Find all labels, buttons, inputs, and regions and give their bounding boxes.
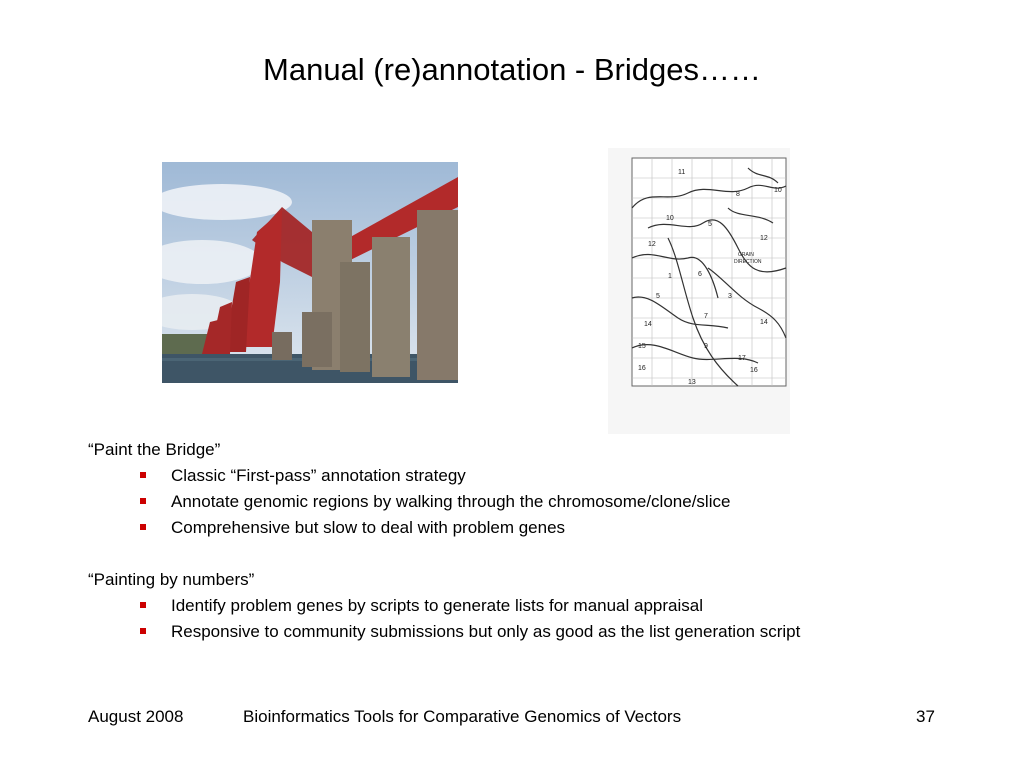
slide-title: Manual (re)annotation - Bridges…… (263, 52, 761, 87)
svg-text:5: 5 (656, 293, 660, 300)
list-item-text: Responsive to community submissions but only as good as the list generation script (171, 622, 801, 641)
svg-text:13: 13 (688, 379, 696, 386)
svg-text:6: 6 (698, 271, 702, 278)
svg-text:16: 16 (750, 367, 758, 374)
list-item (88, 593, 800, 619)
svg-text:10: 10 (666, 215, 674, 222)
svg-text:14: 14 (644, 321, 652, 328)
svg-text:12: 12 (760, 235, 768, 242)
bullet-square-icon (140, 628, 146, 634)
svg-text:5: 5 (708, 221, 712, 228)
paint-by-numbers-drawing (608, 148, 790, 434)
bullet-square-icon (140, 602, 146, 608)
list-item-text: Annotate genomic regions by walking through the chromosome/clone/slice (171, 492, 731, 511)
svg-text:14: 14 (760, 319, 768, 326)
bullet-square-icon (140, 524, 146, 530)
list-item-text: Comprehensive but slow to deal with problem genes (171, 518, 566, 537)
svg-text:11: 11 (678, 169, 686, 176)
svg-text:15: 15 (638, 343, 646, 350)
section-heading-paint-the-bridge: “Paint the Bridge” (88, 440, 221, 459)
svg-text:17: 17 (738, 355, 746, 362)
slide-number: 37 (916, 707, 935, 726)
svg-text:16: 16 (638, 365, 646, 372)
list-item-text: Identify problem genes by scripts to generate lists for manual appraisal (171, 596, 703, 615)
list-item-text: Classic “First-pass” annotation strategy (171, 466, 466, 485)
svg-text:9: 9 (704, 343, 708, 350)
svg-text:3: 3 (728, 293, 732, 300)
svg-text:10: 10 (774, 187, 782, 194)
svg-text:7: 7 (704, 313, 708, 320)
bridge-photo (162, 162, 458, 383)
footer-date: August 2008 (88, 707, 184, 726)
bullet-square-icon (140, 498, 146, 504)
bullet-list (88, 437, 800, 645)
list-item (88, 619, 800, 645)
svg-text:12: 12 (648, 241, 656, 248)
list-item (88, 515, 800, 541)
bullet-square-icon (140, 472, 146, 478)
grain-label: GRAIN (738, 252, 754, 258)
section-heading-painting-by-numbers: “Painting by numbers” (88, 570, 255, 589)
list-item (88, 463, 800, 489)
svg-text:1: 1 (668, 273, 672, 280)
footer-title: Bioinformatics Tools for Comparative Genomics of Vectors (243, 707, 682, 726)
direction-label: DIRECTION (734, 259, 762, 265)
list-item (88, 489, 800, 515)
svg-text:8: 8 (736, 191, 740, 198)
